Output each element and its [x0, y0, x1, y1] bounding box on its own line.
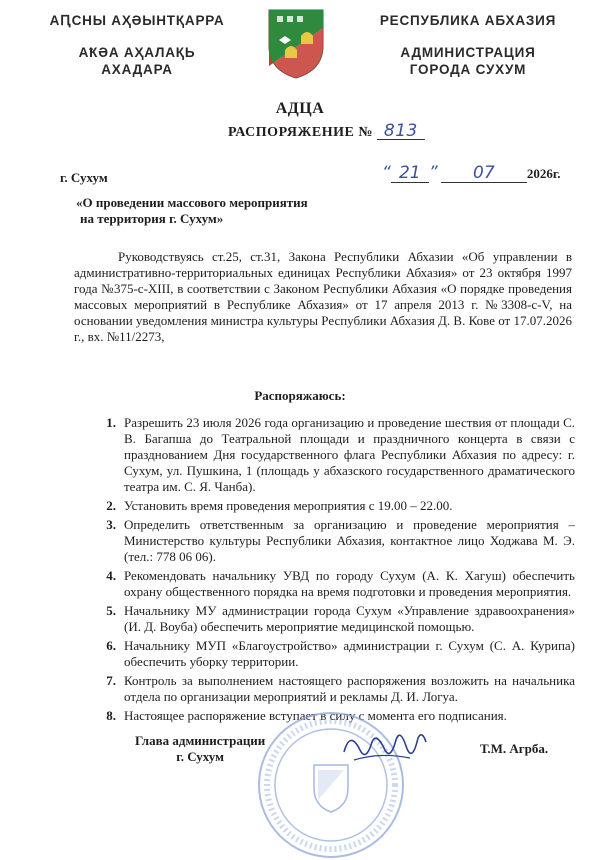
handwritten-signature-icon — [340, 722, 430, 772]
signatory-name: Т.М. Агрба. — [480, 741, 549, 756]
header-left-line3: АХАДАРА — [101, 62, 173, 77]
signatory-title-line1: Глава администрации — [135, 733, 266, 748]
item-number: 5. — [106, 603, 116, 618]
list-item — [88, 568, 575, 600]
order-items-list — [88, 415, 575, 727]
item-text: Установить время проведения мероприятия с 19.00 – 22.00. — [124, 498, 453, 513]
header-left-line1: АԤСНЫ АҲӘЫНТҚАРРА — [49, 13, 225, 28]
date-open-quote: “ — [382, 163, 391, 183]
item-number: 4. — [106, 568, 116, 583]
header-right-line1: РЕСПУБЛИКА АБХАЗИЯ — [379, 13, 557, 28]
date-year: 2026г. — [526, 166, 561, 181]
list-item — [88, 673, 575, 705]
order-label: РАСПОРЯЖЕНИЕ № — [228, 125, 373, 140]
item-number: 2. — [106, 498, 116, 513]
date-day: 21 — [391, 165, 429, 183]
item-number: 1. — [106, 415, 116, 430]
date-close-quote: ” — [428, 163, 438, 183]
order-line — [228, 121, 425, 141]
list-item — [88, 517, 575, 565]
subject — [76, 195, 308, 227]
item-text: Разрешить 23 июля 2026 года организацию и проведение шествия от площади С. В. Багапша до Театральной площади и праздничного концерта в связи с празднованием Дня государственного флага Республики Абхазия по адресу: г. Сухум, ул. Пушкина, 1 (площадь у абхазского государственного драматического театра им. С. Я. Чанба). — [124, 415, 575, 494]
list-item — [88, 638, 575, 670]
dispose-heading: Распоряжаюсь: — [254, 388, 346, 403]
item-text: Настоящее распоряжение вступает в силу с момента его подписания. — [124, 708, 507, 723]
order-number: 813 — [377, 124, 425, 140]
item-number: 7. — [106, 673, 116, 688]
list-item — [88, 498, 575, 514]
item-text: Рекомендовать начальнику УВД по городу Сухум (А. К. Хагуш) обеспечить охрану общественного порядка на время подготовки и проведения мероприятия. — [124, 568, 575, 599]
preamble-paragraph: Руководствуясь ст.25, ст.31, Закона Республики Абхазии «Об управлении в административно-территориальных единицах Республики Абхазия» от 23 октября 1997 года №375-с-XIII, в соответствии с Законом Республики Абхазия «О порядке проведения массовых мероприятий в Республике Абхазия» от 17 апреля 2013 г. №3308-с-V, на основании уведомления министра культуры Республики Абхазия Д. В. Кове от 17.07.2026 г., вх. №11/2273, — [74, 249, 572, 344]
item-text: Начальнику МУ администрации города Сухум «Управление здравоохранения» (И. Д. Воуба) обеспечить мероприятие медицинской помощью. — [124, 603, 575, 634]
header-right-line3: ГОРОДА СУХУМ — [409, 62, 527, 77]
item-number: 8. — [106, 708, 116, 723]
date-month: 07 — [441, 165, 527, 183]
list-item — [88, 415, 575, 495]
header-right-line2: АДМИНИСТРАЦИЯ — [400, 45, 536, 60]
subject-line1: «О проведении массового мероприятия — [76, 195, 308, 210]
item-number: 3. — [106, 517, 116, 532]
subject-line2: на территория г. Сухум» — [80, 211, 224, 226]
signatory-title — [135, 733, 265, 765]
list-item — [88, 603, 575, 635]
signatory-title-line2: г. Сухум — [176, 749, 224, 764]
item-text: Контроль за выполнением настоящего распоряжения возложить на начальника отдела по организации мероприятий и рекламы Д. И. Логуа. — [124, 673, 575, 704]
header-left-line2: АҞӘА АҲАЛАҚЬ — [78, 45, 196, 60]
item-number: 6. — [106, 638, 116, 653]
order-date — [382, 163, 561, 183]
item-text: Начальнику МУП «Благоустройство» администрации г. Сухум (С. А. Курипа) обеспечить уборку территории. — [124, 638, 575, 669]
city: г. Сухум — [60, 170, 108, 185]
coat-of-arms-icon — [265, 6, 327, 80]
item-text: Определить ответственным за организацию и проведение мероприятия – Министерство культуры Республики Абхазия, контактное лицо Ходжава М. Э. (тел.: 778 06 06). — [124, 517, 575, 564]
document-title: АДЦА — [275, 100, 325, 117]
